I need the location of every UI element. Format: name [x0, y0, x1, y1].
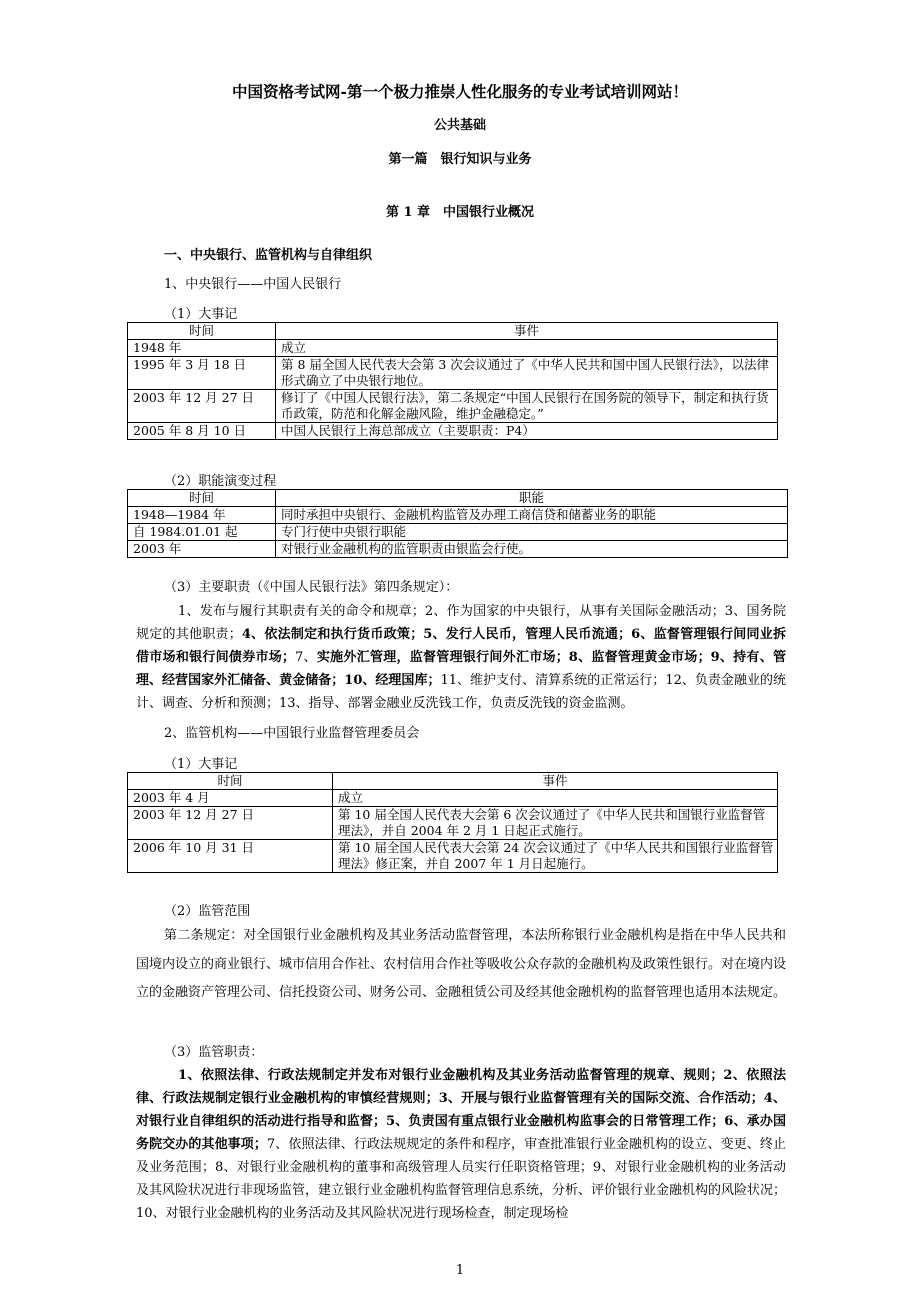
cell-event: 第 8 届全国人民代表大会第 3 次会议通过了《中华人民共和国中国人民银行法》，以法律形式确立了中央银行地位。 [276, 357, 778, 390]
cell-time: 1948—1984 年 [128, 507, 276, 524]
duties-segment: 1、发布与履行其职责有关的命令和规章；2、作为国家的中央银行，从事有关国际金融活动；3、国务院规定的其他职责； [136, 604, 786, 642]
duties-segment: 7、依照法律、行政法规规定的条件和程序，审查批准银行业金融机构的设立、变更、终止及业务范围；8、对银行业金融机构的董事和高级管理人员实行任职资格管理；9、对银行业金融机构的业务活动及其风险状况进行非现场监管，建立银行业金融机构监督管理信息系统，分析、评价银行业金融机构的风险状况；10、对银行业金融机构的业务活动及其风险状况进行现场检查，制定现场检 [136, 1137, 787, 1221]
table-header-row [128, 773, 778, 790]
cell-event: 中国人民银行上海总部成立（主要职责：P4） [276, 423, 778, 440]
cell-function: 对银行业金融机构的监管职责由银监会行使。 [276, 541, 788, 558]
cbrc-events-table [127, 772, 778, 873]
pbc-duties-paragraph [136, 600, 786, 715]
pbc-events-table [127, 322, 778, 440]
chapter-heading: 第 1 章 中国银行业概况 [385, 205, 535, 220]
duties-segment-bold: 1、依照法律、行政法规制定并发布对银行业金融机构及其业务活动监督管理的规章、规则；2、依照法律、行政法规制定银行业金融机构的审慎经营规则；3、开展与银行业监督管理有关的国际交流、合作活动；4、对银行业自律组织的活动进行指导和监督；5、负责国有重点银行业金融机构监事会的日常管理工作；6、承办国务院交办的其他事项； [136, 1068, 786, 1152]
cell-event: 第 10 届全国人民代表大会第 24 次会议通过了《中华人民共和国银行业监督管理法》修正案，并自 2007 年 1 月日起施行。 [333, 840, 778, 873]
scope-label: （2）监管范围 [164, 904, 251, 919]
table-row [128, 423, 778, 440]
duties-segment: 7、 [295, 650, 317, 665]
subsection-regulator: 2、监管机构——中国银行业监督管理委员会 [164, 726, 420, 741]
page-number: 1 [455, 1263, 465, 1278]
table-row [128, 507, 788, 524]
table-row [128, 340, 778, 357]
table-row [128, 840, 778, 873]
pbc-duties-label: （3）主要职责（《中国人民银行法》第四条规定）： [164, 580, 459, 595]
cell-time: 1995 年 3 月 18 日 [128, 357, 276, 390]
table-row [128, 541, 788, 558]
part-heading: 第一篇 银行知识与业务 [388, 152, 532, 167]
table-row [128, 790, 778, 807]
subject-heading: 公共基础 [433, 118, 486, 133]
table-row [128, 390, 778, 423]
column-header: 时间 [128, 490, 276, 507]
table-row [128, 524, 788, 541]
subsection-central-bank: 1、中央银行——中国人民银行 [164, 277, 342, 292]
cell-time: 自 1984.01.01 起 [128, 524, 276, 541]
column-header: 时间 [128, 773, 333, 790]
cell-function: 专门行使中央银行职能 [276, 524, 788, 541]
events-label: （1）大事记 [164, 307, 238, 322]
column-header: 职能 [276, 490, 788, 507]
cell-time: 2005 年 8 月 10 日 [128, 423, 276, 440]
functions-label: （2）职能演变过程 [164, 474, 277, 489]
table-row [128, 357, 778, 390]
cbrc-duties-label: （3）监管职责： [164, 1045, 264, 1060]
cell-event: 成立 [333, 790, 778, 807]
duties-segment-bold: 4、依法制定和执行货币政策；5、发行人民币，管理人民币流通；6、监督管理银行间同业拆借市场和银行间债券市场； [136, 627, 786, 665]
cbrc-duties-paragraph [136, 1064, 786, 1225]
cell-time: 2003 年 12 月 27 日 [128, 390, 276, 423]
cell-time: 2006 年 10 月 31 日 [128, 840, 333, 873]
scope-paragraph: 第二条规定：对全国银行业金融机构及其业务活动监督管理，本法所称银行业金融机构是指在中华人民共和国境内设立的商业银行、城市信用合作社、农村信用合作社等吸收公众存款的金融机构及政策性银行。对在境内设立的金融资产管理公司、信托投资公司、财务公司、金融租赁公司及经其他金融机构的监督管理也适用本法规定。 [136, 928, 787, 1000]
column-header: 时间 [128, 323, 276, 340]
cell-event: 修订了《中国人民银行法》，第二条规定“中国人民银行在国务院的领导下，制定和执行货币政策，防范和化解金融风险，维护金融稳定。” [276, 390, 778, 423]
cell-event: 成立 [276, 340, 778, 357]
duties-segment-bold: 实施外汇管理，监督管理银行间外汇市场；8、监督管理黄金市场；9、持有、管理、经营国家外汇储备、黄金储备；10、经理国库； [136, 650, 786, 688]
pbc-functions-table [127, 489, 788, 558]
cell-time: 1948 年 [128, 340, 276, 357]
cell-time: 2003 年 4 月 [128, 790, 333, 807]
cell-time: 2003 年 [128, 541, 276, 558]
table-header-row [128, 323, 778, 340]
section-heading: 一、中央银行、监管机构与自律组织 [164, 248, 373, 263]
cell-time: 2003 年 12 月 27 日 [128, 807, 333, 840]
table-header-row [128, 490, 788, 507]
cell-event: 第 10 届全国人民代表大会第 6 次会议通过了《中华人民共和国银行业监督管理法》，并自 2004 年 2 月 1 日起正式施行。 [333, 807, 778, 840]
column-header: 事件 [276, 323, 778, 340]
table-row [128, 807, 778, 840]
cell-function: 同时承担中央银行、金融机构监管及办理工商信贷和储蓄业务的职能 [276, 507, 788, 524]
events-label: （1）大事记 [164, 757, 238, 772]
duties-segment: 11、维护支付、清算系统的正常运行；12、负责金融业的统计、调查、分析和预测；13、指导、部署金融业反洗钱工作，负责反洗钱的资金监测。 [136, 673, 787, 711]
site-title: 中国资格考试网-第一个极力推崇人性化服务的专业考试培训网站！ [232, 82, 688, 101]
column-header: 事件 [333, 773, 778, 790]
